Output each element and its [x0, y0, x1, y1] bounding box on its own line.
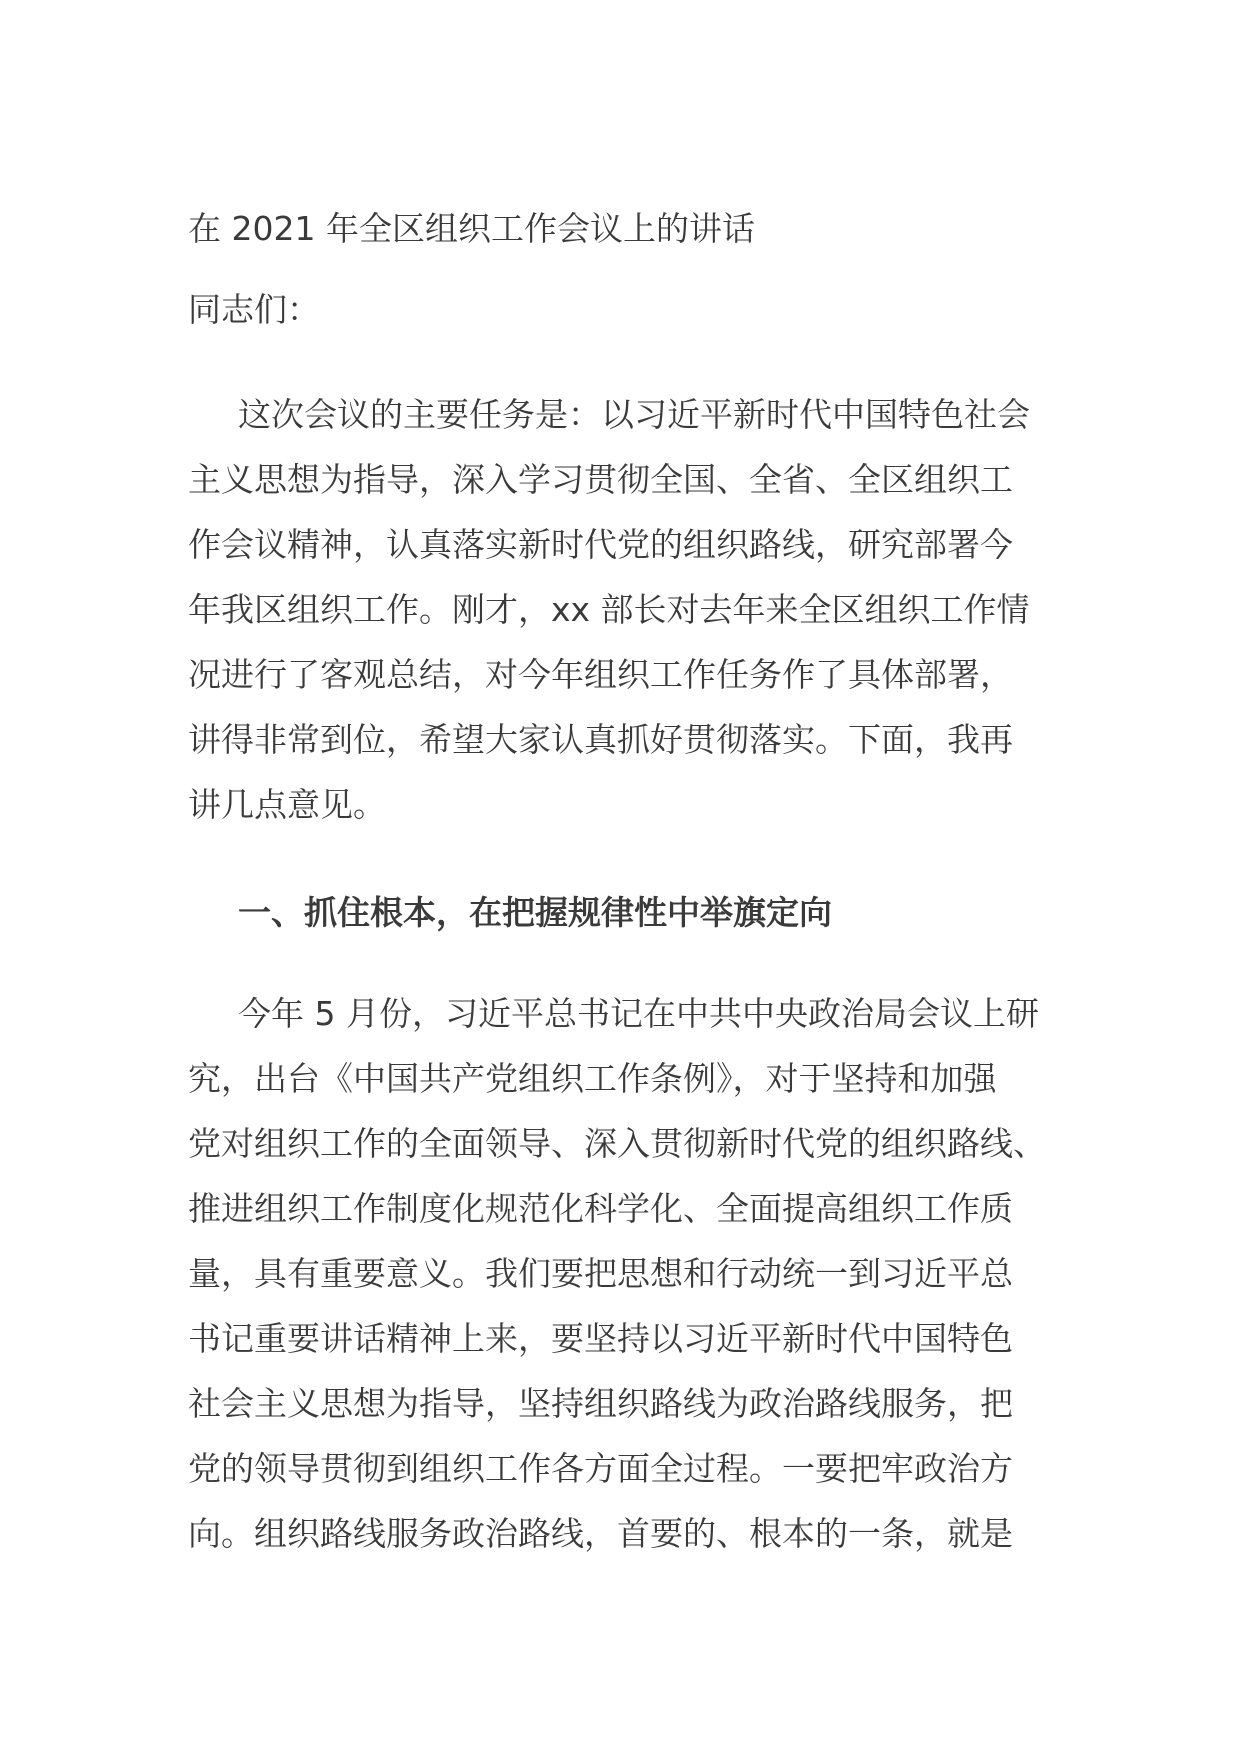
document-title: 在 2021 年全区组织工作会议上的讲话 — [188, 209, 755, 248]
paragraph-line: 讲得非常到位，希望大家认真抓好贯彻落实。下面，我再 — [188, 720, 1013, 759]
paragraph-line: 讲几点意见。 — [188, 785, 386, 824]
paragraph-line: 党对组织工作的全面领导、深入贯彻新时代党的组织路线、 — [188, 1124, 1046, 1163]
paragraph-line: 向。组织路线服务政治路线，首要的、根本的一条，就是 — [188, 1514, 1013, 1553]
paragraph-line: 今年 5 月份，习近平总书记在中共中央政治局会议上研 — [238, 994, 1039, 1033]
paragraph-line: 量，具有重要意义。我们要把思想和行动统一到习近平总 — [188, 1254, 1013, 1293]
paragraph-line: 党的领导贯彻到组织工作各方面全过程。一要把牢政治方 — [188, 1449, 1013, 1488]
paragraph-line: 书记重要讲话精神上来，要坚持以习近平新时代中国特色 — [188, 1319, 1013, 1358]
section-heading: 一、抓住根本，在把握规律性中举旗定向 — [238, 893, 832, 932]
salutation: 同志们： — [188, 290, 320, 329]
paragraph-line: 这次会议的主要任务是：以习近平新时代中国特色社会 — [238, 395, 1030, 434]
paragraph-line: 究，出台《中国共产党组织工作条例》，对于坚持和加强 — [188, 1059, 997, 1098]
paragraph-line: 主义思想为指导，深入学习贯彻全国、全省、全区组织工 — [188, 460, 1013, 499]
paragraph-line: 推进组织工作制度化规范化科学化、全面提高组织工作质 — [188, 1189, 1013, 1228]
paragraph-line: 作会议精神，认真落实新时代党的组织路线，研究部署今 — [188, 525, 1013, 564]
paragraph-line: 况进行了客观总结，对今年组织工作任务作了具体部署， — [188, 655, 1013, 694]
paragraph-line: 社会主义思想为指导，坚持组织路线为政治路线服务，把 — [188, 1384, 1013, 1423]
paragraph-line: 年我区组织工作。刚才，xx 部长对去年来全区组织工作情 — [188, 590, 1030, 629]
